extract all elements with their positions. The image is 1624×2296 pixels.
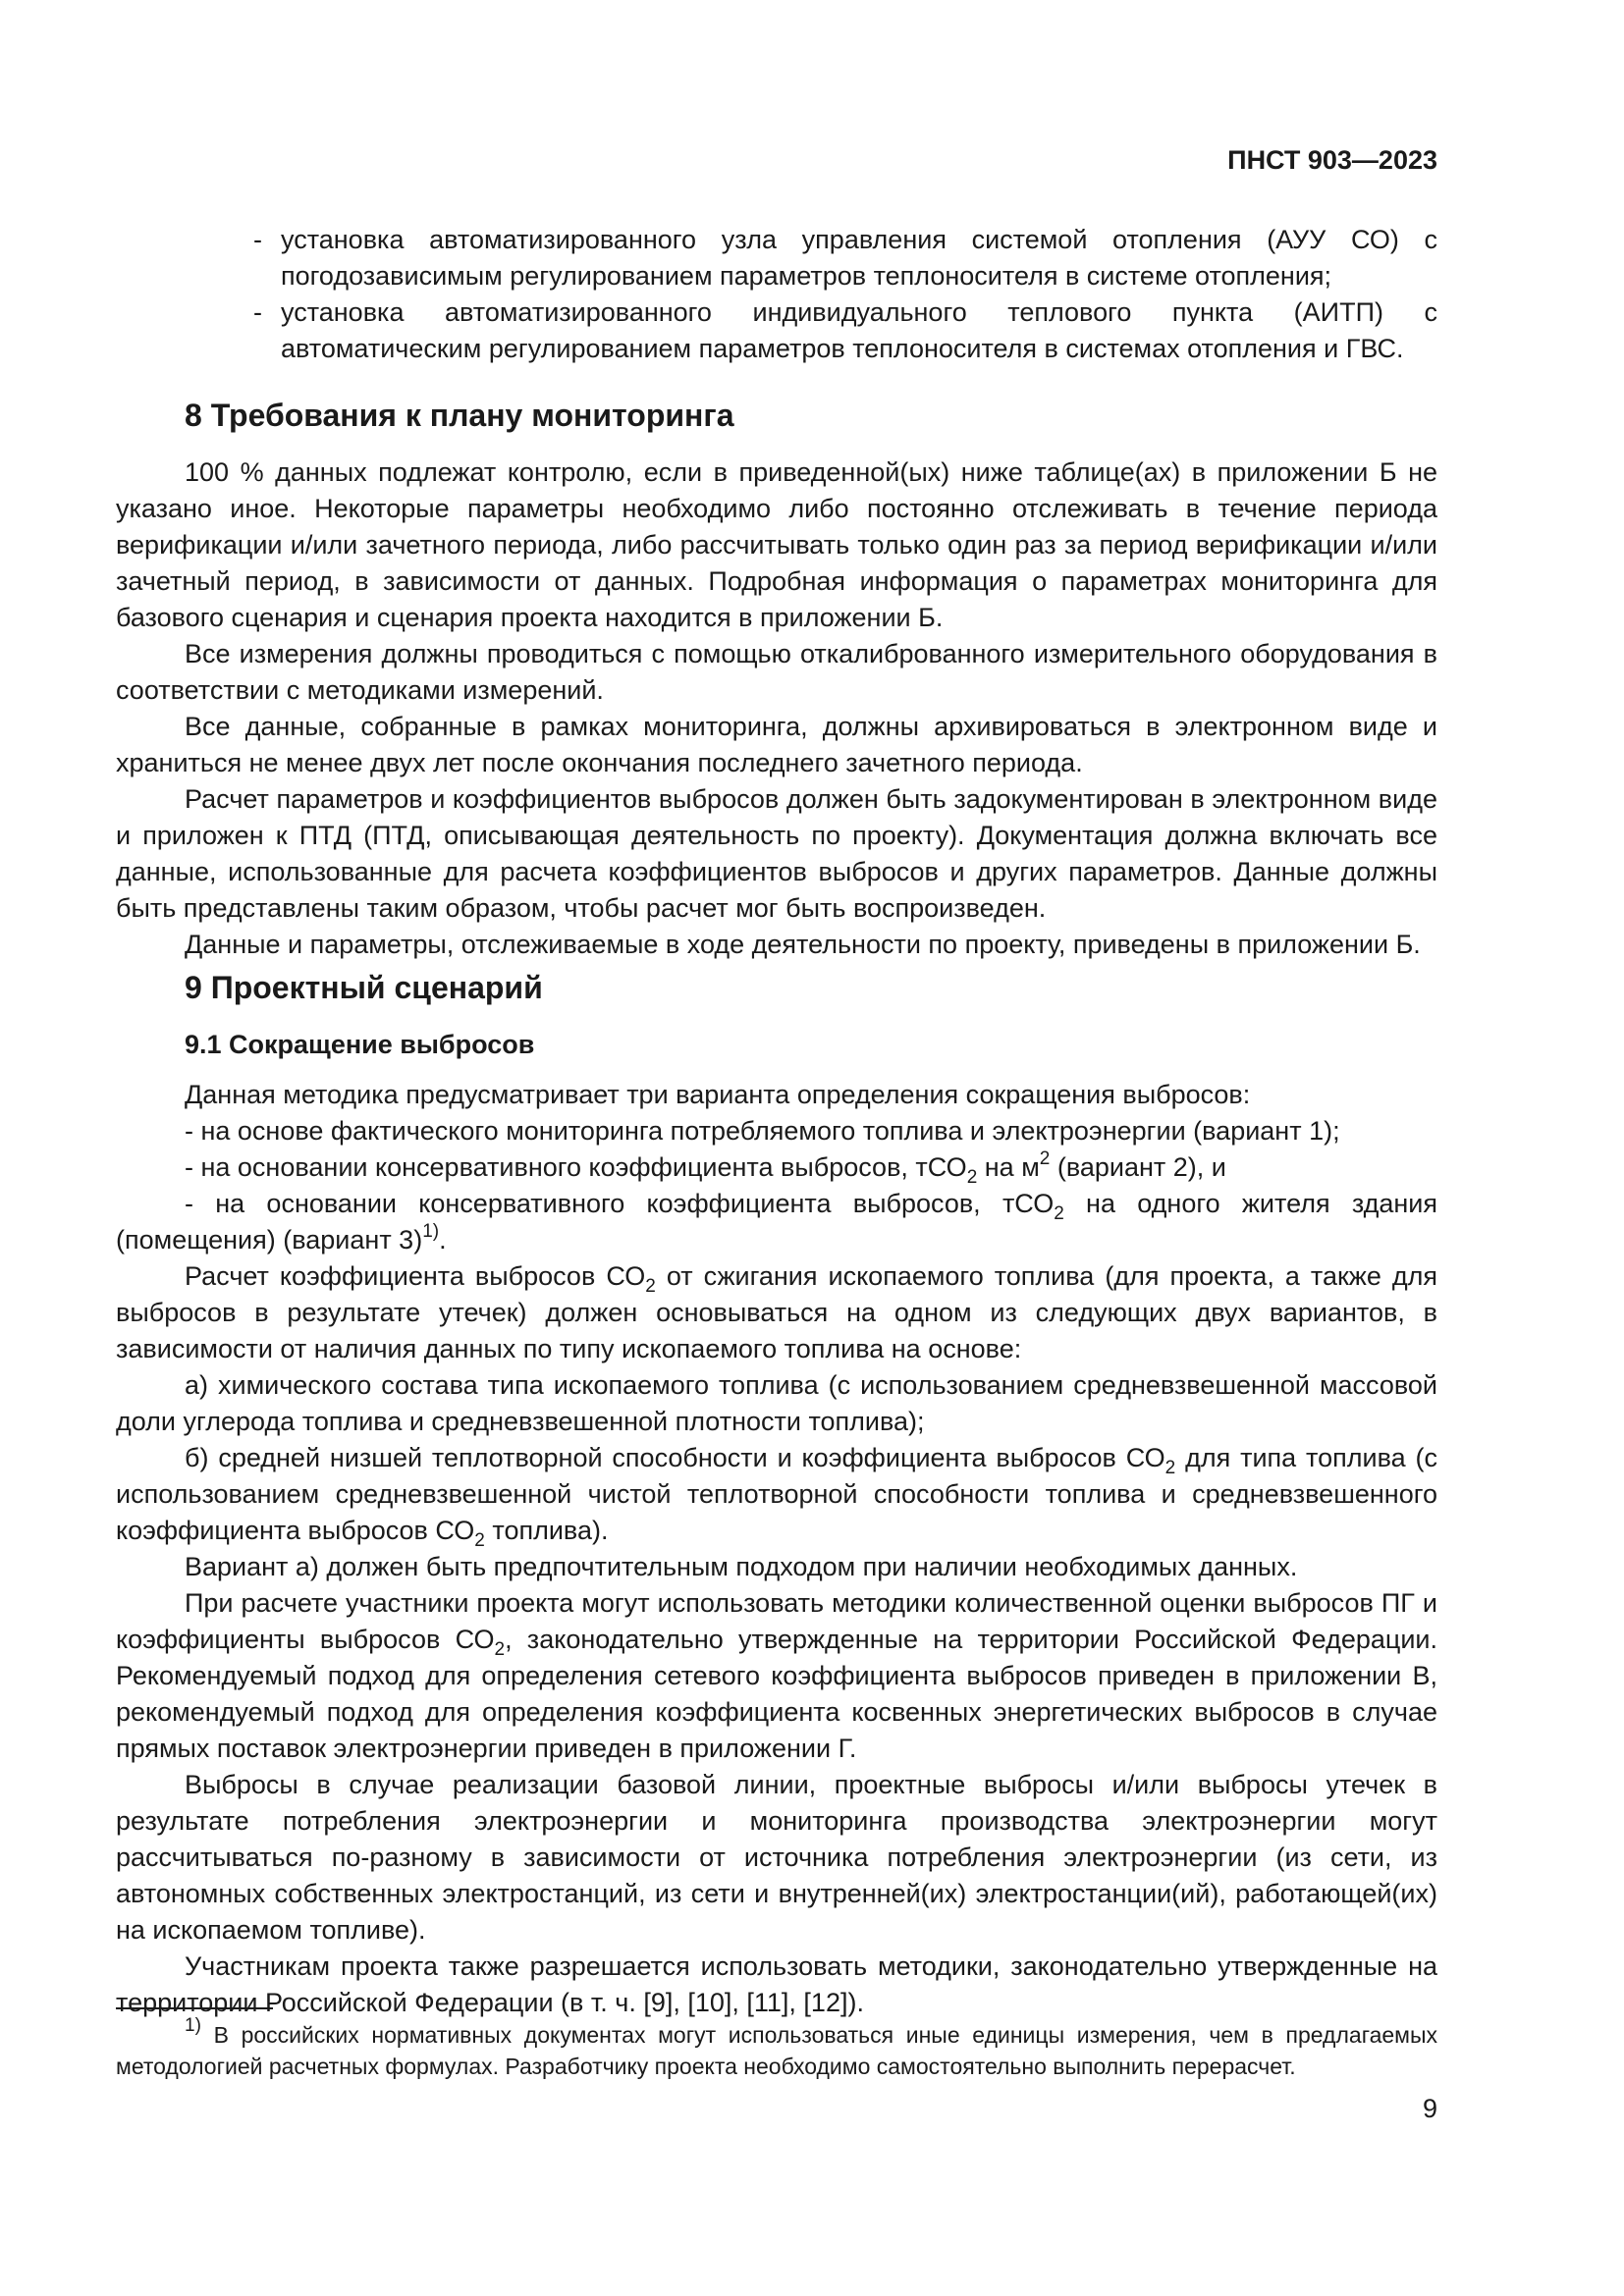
variant-item (116, 1186, 1437, 1258)
list-item: - установка автоматизированного узла управления системой отопления (АУУ СО) с погодозависимым регулированием параметров теплоносителя в системе отопления; (253, 222, 1437, 294)
list-item: а) химического состава типа ископаемого топлива (с использованием средневзвешенной массовой доли углерода топлива и средневзвешенной плотности топлива); (116, 1370, 1437, 1436)
footnote-ref: 1) (422, 1221, 440, 1242)
subscript: 2 (474, 1530, 485, 1551)
text-run: - на основании консервативного коэффициента выбросов, тСО (185, 1189, 1055, 1218)
text-run: на одного жителя здания (помещения) (вариант 3) (116, 1189, 1437, 1255)
paragraph (116, 1258, 1437, 1367)
paragraph: Все данные, собранные в рамках мониторинга, должны архивироваться в электронном виде и храниться не менее двух лет после окончания последнего зачетного периода. (116, 712, 1437, 777)
paragraph: Данная методика предусматривает три варианта определения сокращения выбросов: (185, 1080, 1251, 1109)
subsection-heading: 9.1 Сокращение выбросов (185, 1030, 535, 1059)
paragraph: 100 % данных подлежат контролю, если в приведенной(ых) ниже таблице(ах) в приложении Б не указано иное. Некоторые параметры необходимо либо постоянно отслеживать в течение периода верификации и/или зачетного периода, либо рассчитывать только один раз за период верификации и/или зачетный период, в зависимости от данных. Подробная информация о параметрах мониторинга для базового сценария и сценария проекта находится в приложении Б. (116, 457, 1437, 632)
superscript: 2 (1039, 1148, 1051, 1169)
text-run: топлива). (484, 1516, 609, 1545)
text-run: от сжигания ископаемого топлива (для проекта, а также для выбросов в результате утечек) должен основываться на одном из следующих двух вариантов, в зависимости от наличия данных по типу ископаемого топлива на основе: (116, 1261, 1438, 1363)
text-run: для типа топлива (с использованием средневзвешенной чистой теплотворной способности топлива и средневзвешенного коэффициента выбросов СО (116, 1443, 1437, 1545)
document-id: ПНСТ 903—2023 (1227, 145, 1437, 175)
section-8 (116, 396, 1437, 963)
paragraph: Расчет параметров и коэффициентов выбросов должен быть задокументирован в электронном виде и приложен к ПТД (ПТД, описывающая деятельность по проекту). Документация должна включать все данные, использованные для расчета коэффициентов выбросов и других параметров. Данные должны быть представлены таким образом, чтобы расчет мог быть воспроизведен. (116, 784, 1437, 923)
paragraph: Участникам проекта также разрешается использовать методики, законодательно утвержденные на территории Российской Федерации (в т. ч. [9], [10], [11], [12]). (116, 1951, 1437, 2017)
footnote (116, 2015, 1437, 2082)
text-run: Расчет коэффициента выбросов СО (185, 1261, 646, 1291)
variant-item (116, 1149, 1437, 1186)
text-run: б) средней низшей теплотворной способности и коэффициента выбросов СО (185, 1443, 1165, 1472)
list-item: - установка автоматизированного индивидуального теплового пункта (АИТП) с автоматическим регулированием параметров теплоносителя в системах отопления и ГВС. (253, 294, 1437, 367)
subscript: 2 (494, 1639, 506, 1660)
subscript: 2 (1054, 1203, 1064, 1224)
text-run: При расчете участники проекта могут использовать методики количественной оценки выбросов ПГ и коэффициенты выбросов СО (116, 1588, 1437, 1654)
subscript: 2 (645, 1276, 656, 1297)
footnote-text: В российских нормативных документах могут использоваться иные единицы измерения, чем в предлагаемых методологией расчетных формулах. Разработчику проекта необходимо самостоятельно выполнить перерасчет. (116, 2022, 1437, 2079)
paragraph (116, 1585, 1437, 1767)
footnote-divider (116, 2007, 273, 2009)
text-run: . (439, 1225, 447, 1255)
section-heading: 9 Проектный сценарий (185, 970, 543, 1005)
text-run: (вариант 2), и (1050, 1152, 1226, 1182)
paragraph: Выбросы в случае реализации базовой линии, проектные выбросы и/или выбросы утечек в результате потребления электроэнергии и мониторинга производства электроэнергии могут рассчитываться по-разному в зависимости от источника потребления электроэнергии (из сети, из автономных собственных электростанций, из сети и внутренней(их) электростанции(ий), работающей(их) на ископаемом топливе). (116, 1770, 1437, 1945)
subscript: 2 (966, 1167, 978, 1188)
text-run: на м (977, 1152, 1040, 1182)
subscript: 2 (1164, 1458, 1176, 1478)
section-9 (116, 968, 1437, 2021)
intro-bullet-list (116, 222, 1437, 367)
text-run: , законодательно утвержденные на территории Российской Федерации. Рекомендуемый подход для определения сетевого коэффициента выбросов приведен в приложении В, рекомендуемый подход для определения коэффициента косвенных энергетических выбросов в случае прямых поставок электроэнергии приведен в приложении Г. (116, 1625, 1437, 1763)
text-run: - на основании консервативного коэффициента выбросов, тСО (185, 1152, 967, 1182)
paragraph: Данные и параметры, отслеживаемые в ходе деятельности по проекту, приведены в приложении Б. (185, 930, 1421, 959)
variant-item: - на основе фактического мониторинга потребляемого топлива и электроэнергии (вариант 1); (185, 1116, 1340, 1146)
paragraph: Все измерения должны проводиться с помощью откалиброванного измерительного оборудования в соответствии с методиками измерений. (116, 639, 1437, 705)
footnote-marker: 1) (185, 2015, 201, 2036)
section-heading: 8 Требования к плану мониторинга (185, 398, 734, 433)
paragraph: Вариант а) должен быть предпочтительным подходом при наличии необходимых данных. (185, 1552, 1298, 1581)
page-number: 9 (1422, 2094, 1437, 2123)
list-item (116, 1440, 1437, 1549)
